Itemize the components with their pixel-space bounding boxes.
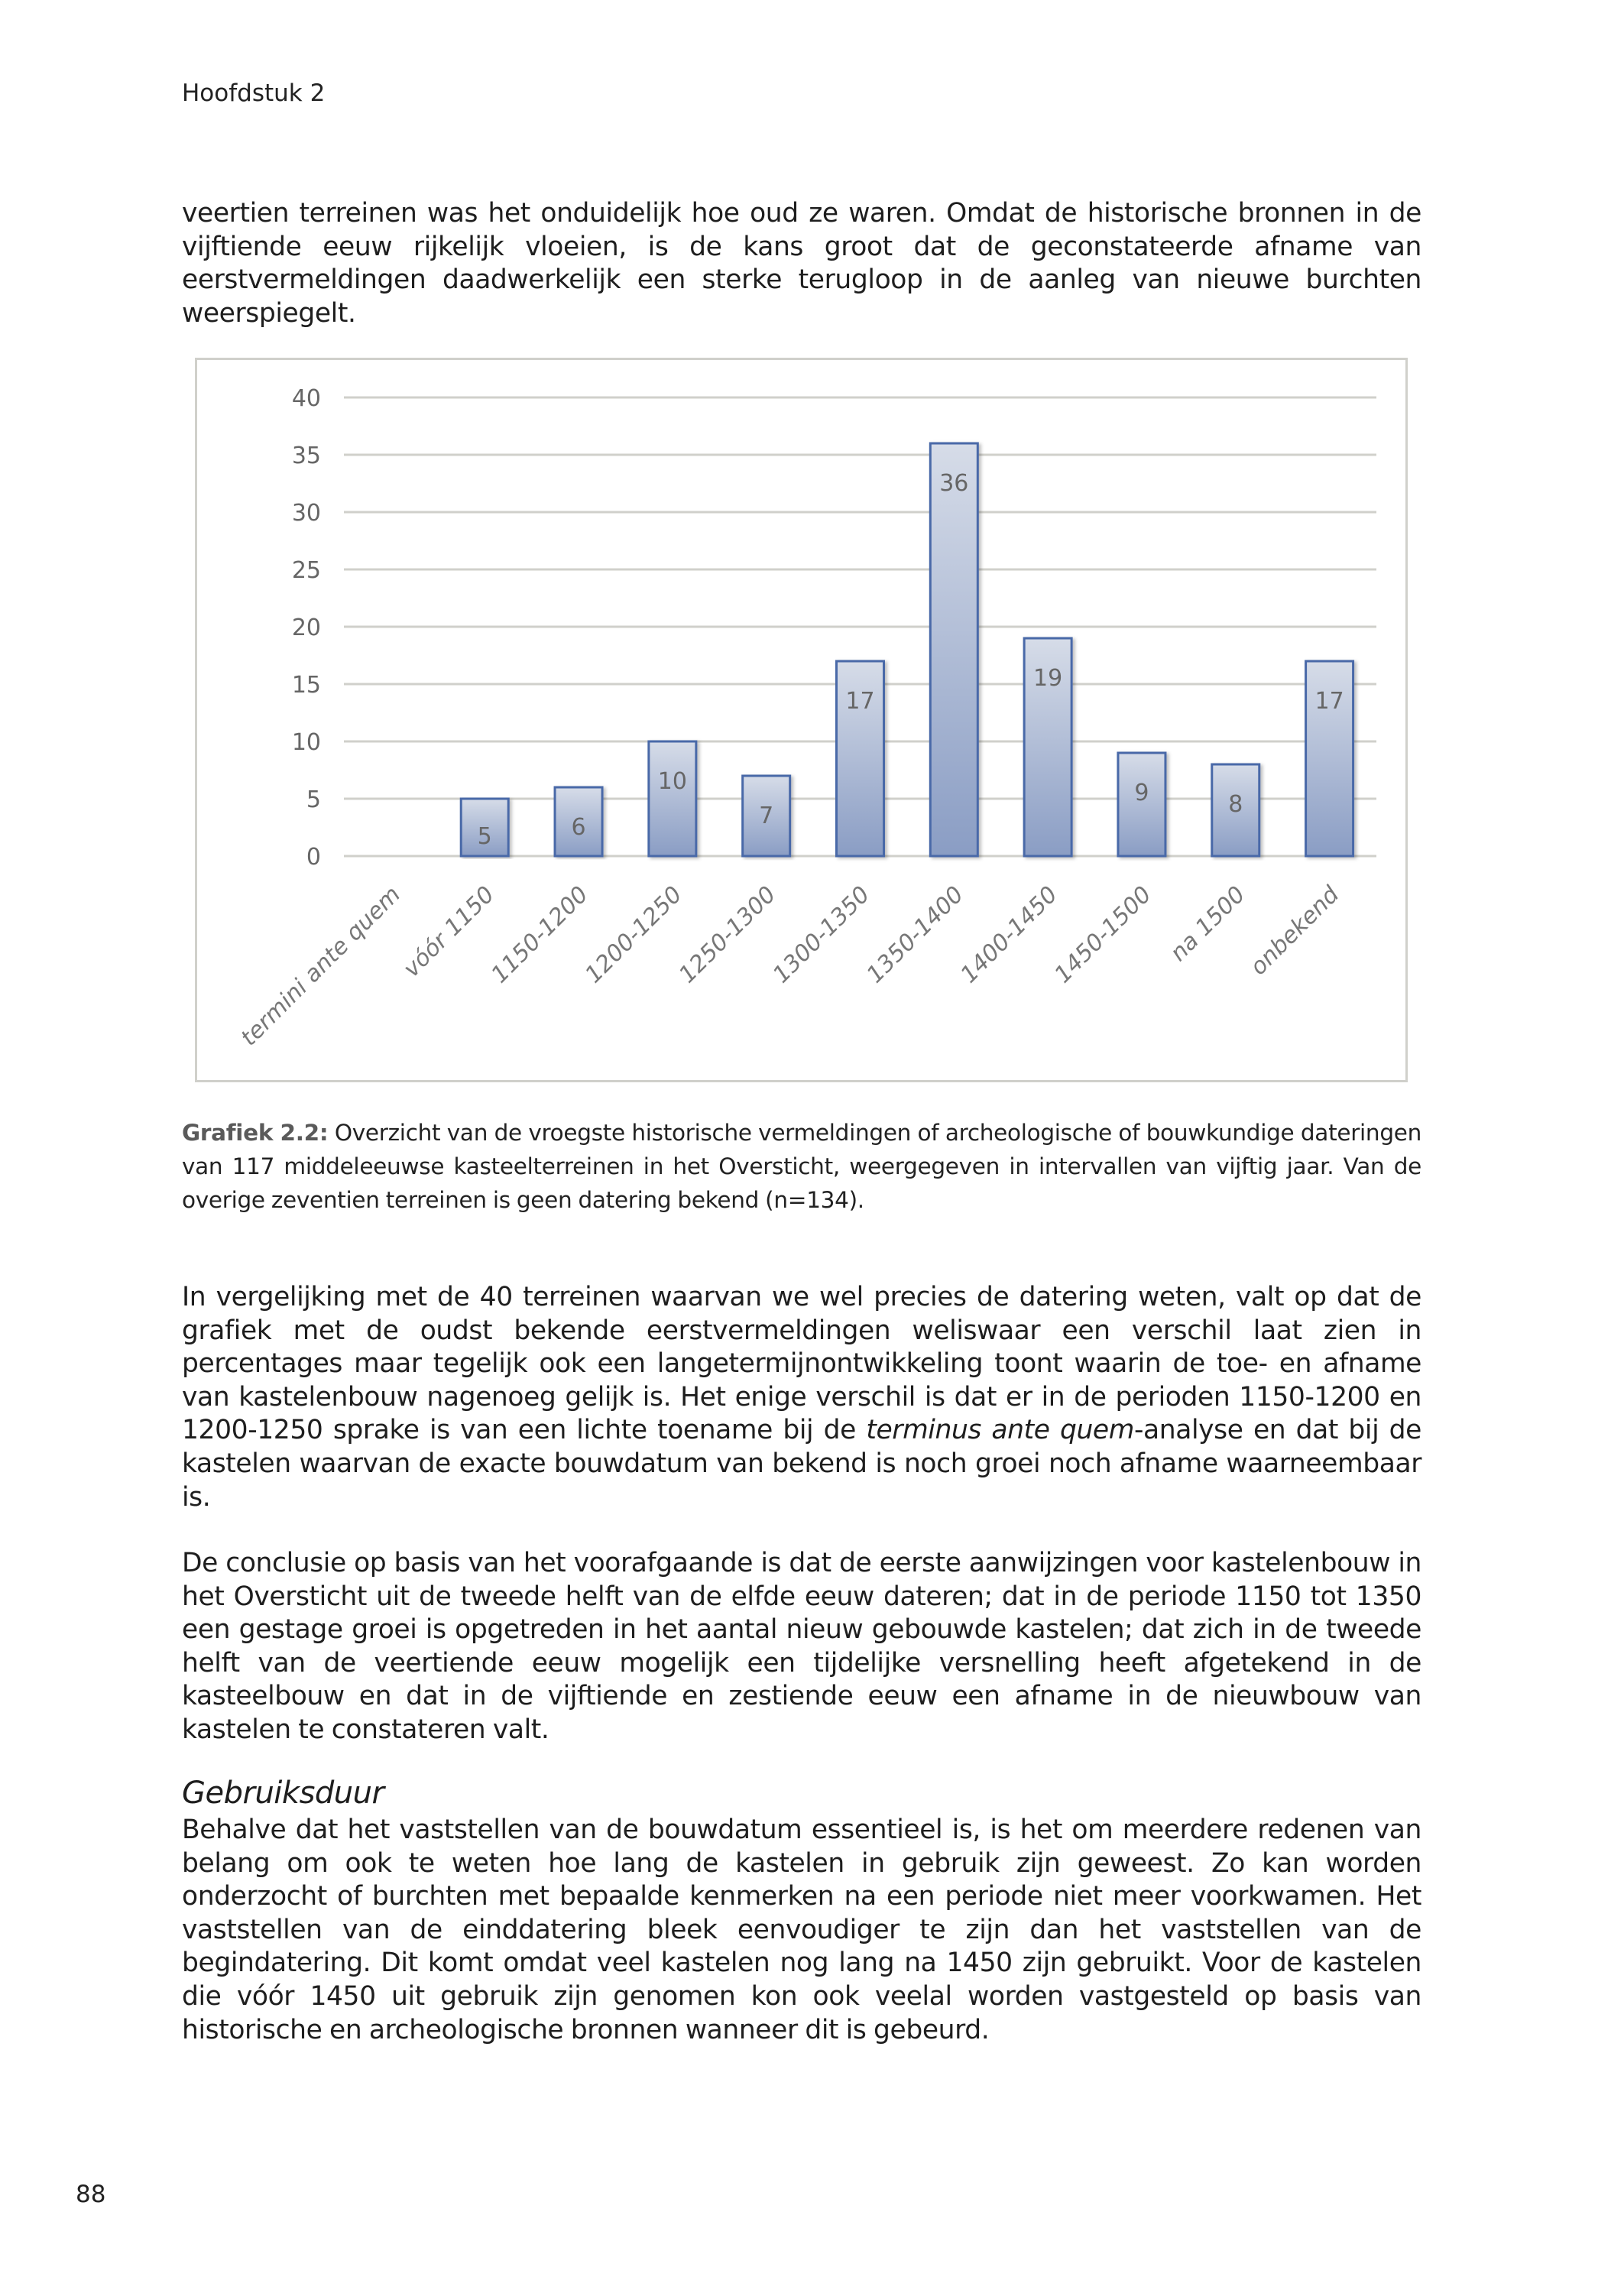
y-tick-label: 40 [291,385,321,412]
bar-value-label: 17 [1314,688,1344,715]
chart-canvas [195,358,1410,1085]
caption-text: Overzicht van de vroegste historische vermeldingen of archeologische of bouwkundige dateringen van 117 middeleeuwse kasteelterreinen in het Oversticht, weergegeven in intervallen van vijftig jaar. Van de overige zeventien terreinen is geen datering bekend (n=134). [182,1120,1421,1213]
x-category-label: onbekend [1245,881,1345,981]
paragraph-comparison-italic: terminus ante quem [866,1415,1134,1446]
y-tick-label: 15 [291,672,321,699]
bar-value-label: 5 [477,823,492,850]
bar-value-label: 10 [657,768,687,795]
bar-chart [195,358,1408,1082]
x-category-label: 1250-1300 [673,881,782,989]
bar [930,443,977,856]
bar-value-label: 8 [1228,791,1243,818]
bar-value-label: 6 [571,814,586,841]
paragraph-conclusion: De conclusie op basis van het voorafgaande is dat de eerste aanwijzingen voor kastelenbouw in het Oversticht uit de tweede helft van de elfde eeuw dateren; dat in de periode 1150 tot 1350 een gestage groei is opgetreden in het aantal nieuw gebouwde kastelen; dat zich in de tweede helft van de veertiende eeuw mogelijk een tijdelijke versnelling heeft afgetekend in de kasteelbouw en dat in de vijftiende en zestiende eeuw een afname in de nieuwbouw van kastelen te constateren valt. [182,1548,1421,1745]
x-category-label: 1350-1400 [861,881,969,989]
paragraph-comparison [182,1281,1421,1514]
y-tick-label: 35 [291,443,321,469]
bar-value-label: 7 [759,803,774,829]
y-tick-label: 0 [306,844,321,871]
y-tick-label: 30 [291,500,321,527]
y-axis-ticks [292,385,321,871]
x-axis-labels [235,881,1345,1051]
y-tick-label: 20 [291,615,321,641]
x-category-label: 1200-1250 [580,881,688,989]
running-head: Hoofdstuk 2 [182,79,326,107]
paragraph-comparison-text-1: In vergelijking met de 40 terreinen waarvan we wel precies de datering weten, valt op dat de grafiek met de oudst bekende eerstvermeldingen weliswaar een verschil laat zien in percentages maar tegelijk ook een langetermijnontwikkeling toont waarin de toe- en afname van kastelenbouw nagenoeg gelijk is. Het enige verschil is dat er in de perioden 1150-1200 en 1200-1250 sprake is van een lichte toename bij de [182,1282,1421,1446]
bar-value-label: 9 [1134,780,1149,806]
bar-value-label: 17 [845,688,875,715]
bar-value-label: 36 [939,470,969,497]
paragraph-comparison-text-2: -analyse en dat bij de kastelen waarvan de exacte bouwdatum van bekend is noch groei noch afname waarneembaar is. [182,1415,1421,1513]
x-category-label: na 1500 [1165,881,1251,967]
x-category-label: termini ante quem [235,881,407,1052]
bar-value-label: 19 [1033,665,1063,692]
x-category-label: 1300-1350 [767,881,876,989]
y-tick-label: 5 [306,786,321,813]
page-number: 88 [76,2181,106,2208]
caption-label: Grafiek 2.2: [182,1120,329,1146]
paragraph-usage-duration: Behalve dat het vaststellen van de bouwdatum essentieel is, is het om meerdere redenen van belang om ook te weten hoe lang de kastelen in gebruik zijn geweest. Zo kan worden onderzocht of burchten met bepaalde kenmerken na een periode niet meer voorkwamen. Het vaststellen van de einddatering bleek eenvoudiger te zijn dan het vaststellen van de begindatering. Dit komt omdat veel kastelen nog lang na 1450 zijn gebruikt. Voor de kastelen die vóór 1450 uit gebruik zijn genomen kon ook veelal worden vastgesteld op basis van historische en archeologische bronnen wanneer dit is gebeurd. [182,1815,1421,2045]
figure-caption [182,1116,1421,1217]
x-category-label: 1400-1450 [955,881,1063,989]
bar [649,741,696,856]
x-category-label: vóór 1150 [398,881,500,983]
y-tick-label: 10 [291,729,321,756]
bars [461,443,1353,856]
x-category-label: 1450-1500 [1049,881,1157,989]
y-tick-label: 25 [291,557,321,584]
x-category-label: 1150-1200 [486,881,594,989]
section-heading: Gebruiksduur [182,1776,384,1811]
paragraph-intro: veertien terreinen was het onduidelijk hoe oud ze waren. Omdat de historische bronnen in de vijftiende eeuw rijkelijk vloeien, is de kans groot dat de geconstateerde afname van eerstvermeldingen daadwerkelijk een sterke terugloop in de aanleg van nieuwe burchten weerspiegelt. [182,198,1421,329]
